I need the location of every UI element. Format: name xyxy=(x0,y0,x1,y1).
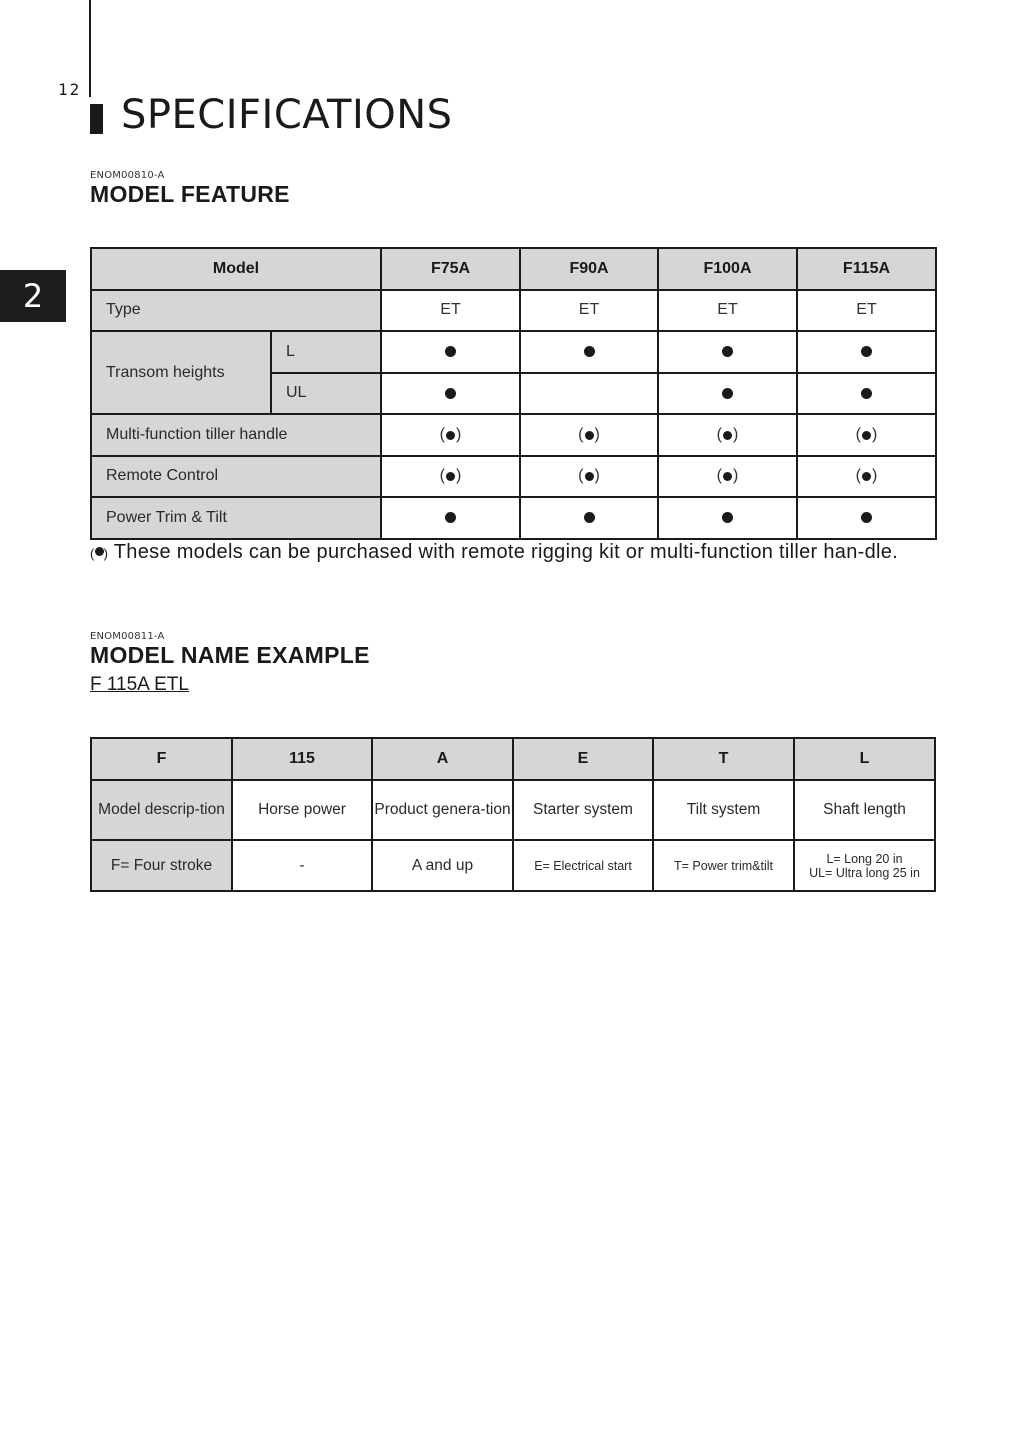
optional-cell: ( ) xyxy=(797,414,936,456)
meaning-cell: F= Four stroke xyxy=(91,840,232,891)
row-label: Multi-function tiller handle xyxy=(91,414,381,456)
chapter-tab: 2 xyxy=(0,270,66,322)
model-column-header: F90A xyxy=(520,248,658,290)
filled-dot-icon xyxy=(585,431,594,440)
code-letter-header: F xyxy=(91,738,232,780)
optional-cell: ( ) xyxy=(381,414,520,456)
optional-cell: ( ) xyxy=(797,456,936,498)
model-header: Model xyxy=(91,248,381,290)
availability-cell xyxy=(520,497,658,539)
filled-dot-icon xyxy=(722,512,733,523)
filled-dot-icon xyxy=(722,388,733,399)
page-title: SPECIFICATIONS xyxy=(121,92,453,138)
table-row xyxy=(91,497,936,539)
filled-dot-icon xyxy=(861,512,872,523)
description-cell: Product genera-tion xyxy=(372,780,513,840)
type-value: ET xyxy=(658,290,797,332)
table-footnote xyxy=(90,538,940,568)
filled-dot-icon xyxy=(862,472,871,481)
optional-cell: ( ) xyxy=(658,456,797,498)
section-heading: MODEL NAME EXAMPLE xyxy=(90,642,370,668)
model-name-example: F 115A ETL xyxy=(90,674,189,695)
model-feature-table xyxy=(90,247,937,540)
filled-dot-icon xyxy=(862,431,871,440)
filled-dot-icon xyxy=(861,346,872,357)
meaning-cell: E= Electrical start xyxy=(513,840,653,891)
optional-cell: ( ) xyxy=(658,414,797,456)
margin-rule xyxy=(89,0,91,97)
availability-cell xyxy=(381,497,520,539)
sub-row-label: L xyxy=(271,331,381,373)
footnote-text: These models can be purchased with remote rigging kit or multi-function tiller han-dle. xyxy=(113,541,899,563)
availability-cell xyxy=(797,331,936,373)
filled-dot-icon xyxy=(723,431,732,440)
optional-cell: ( ) xyxy=(520,456,658,498)
code-letter-header: E xyxy=(513,738,653,780)
description-cell: Starter system xyxy=(513,780,653,840)
availability-cell-empty xyxy=(520,373,658,415)
meaning-cell: A and up xyxy=(372,840,513,891)
table-row xyxy=(91,331,936,373)
meaning-cell xyxy=(794,840,935,891)
filled-dot-icon xyxy=(445,346,456,357)
row-label: Type xyxy=(91,290,381,332)
code-letter-header: L xyxy=(794,738,935,780)
code-letter-header: 115 xyxy=(232,738,372,780)
code-letter-header: T xyxy=(653,738,794,780)
meaning-line: L= Long 20 in xyxy=(826,851,903,866)
filled-dot-icon xyxy=(585,472,594,481)
filled-dot-icon xyxy=(446,431,455,440)
row-label: Remote Control xyxy=(91,456,381,498)
availability-cell xyxy=(381,373,520,415)
filled-dot-icon xyxy=(584,346,595,357)
sub-row-label: UL xyxy=(271,373,381,415)
meaning-cell: - xyxy=(232,840,372,891)
filled-dot-icon xyxy=(445,388,456,399)
table-header-row xyxy=(91,738,935,780)
description-cell: Shaft length xyxy=(794,780,935,840)
page-number: 12 xyxy=(58,80,82,99)
table-row xyxy=(91,456,936,498)
filled-dot-icon xyxy=(722,346,733,357)
table-row xyxy=(91,414,936,456)
table-row xyxy=(91,780,935,840)
availability-cell xyxy=(520,331,658,373)
table-header-row xyxy=(91,248,936,290)
description-cell: Model descrip-tion xyxy=(91,780,232,840)
optional-cell: ( ) xyxy=(381,456,520,498)
optional-cell: ( ) xyxy=(520,414,658,456)
table-row xyxy=(91,290,936,332)
type-value: ET xyxy=(381,290,520,332)
optional-symbol: ( ) xyxy=(90,546,109,561)
model-column-header: F100A xyxy=(658,248,797,290)
section-heading: MODEL FEATURE xyxy=(90,181,290,207)
description-cell: Tilt system xyxy=(653,780,794,840)
type-value: ET xyxy=(797,290,936,332)
filled-dot-icon xyxy=(445,512,456,523)
row-label: Transom heights xyxy=(91,331,271,414)
availability-cell xyxy=(797,497,936,539)
section-code: ENOM00810-A xyxy=(90,170,165,181)
filled-dot-icon xyxy=(446,472,455,481)
section-code: ENOM00811-A xyxy=(90,631,165,642)
availability-cell xyxy=(797,373,936,415)
meaning-cell: T= Power trim&tilt xyxy=(653,840,794,891)
model-name-table xyxy=(90,737,936,892)
table-row xyxy=(91,840,935,891)
availability-cell xyxy=(658,331,797,373)
model-column-header: F75A xyxy=(381,248,520,290)
availability-cell xyxy=(381,331,520,373)
availability-cell xyxy=(658,373,797,415)
type-value: ET xyxy=(520,290,658,332)
filled-dot-icon xyxy=(95,547,104,556)
filled-dot-icon xyxy=(723,472,732,481)
model-column-header: F115A xyxy=(797,248,936,290)
title-marker xyxy=(90,104,103,134)
description-cell: Horse power xyxy=(232,780,372,840)
availability-cell xyxy=(658,497,797,539)
code-letter-header: A xyxy=(372,738,513,780)
meaning-line: UL= Ultra long 25 in xyxy=(809,865,920,880)
filled-dot-icon xyxy=(584,512,595,523)
row-label: Power Trim & Tilt xyxy=(91,497,381,539)
filled-dot-icon xyxy=(861,388,872,399)
